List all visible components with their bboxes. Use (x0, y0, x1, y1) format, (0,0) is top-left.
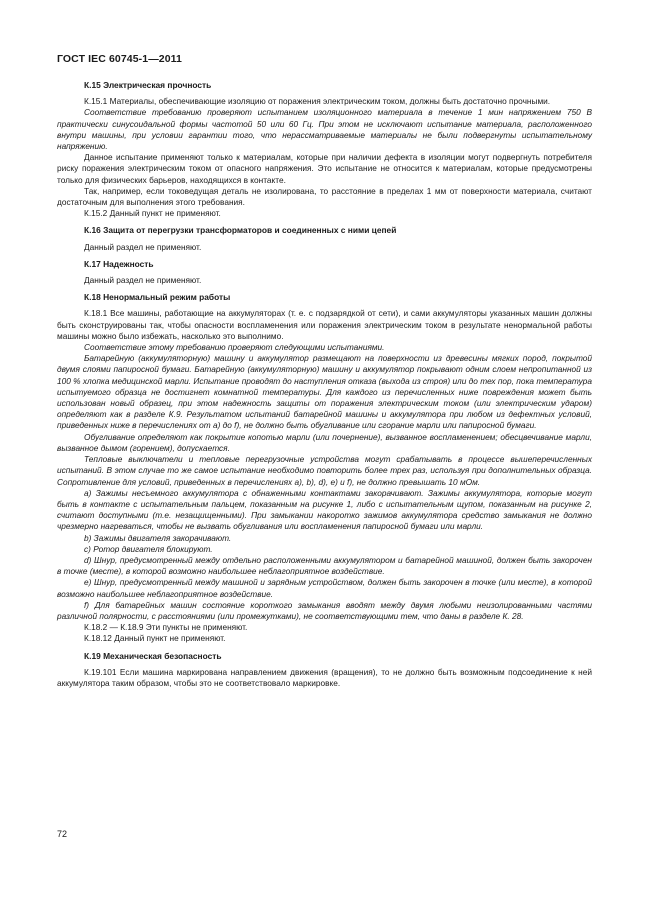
paragraph-italic: Батарейную (аккумуляторную) машину и аккумулятор размещают на поверхности из древесины мягких пород, покрытой двумя слоями папиросной бумаги. Батарейную (аккумуляторную) машину и аккумулятор покрывают одним слоем непропитанной из 100 % хлопка медицинской марли. Испытание проводят до наступления отказа (выхода из строя) или до тех пор, пока температура испытуемого образца не достигнет комнатной температуры. Для каждого из перечисленных ниже повреждения может быть использован новый образец, при этом надежность защиты от поражения электрическим током (или электрическим ударом) определяют как в разделе К.9. Результатом испытаний батарейной машины и аккумулятора при любом из дефектных условий, приведенных ниже в перечислениях от а) до f), не должно быть обугливание или сгорание марли или папиросной бумаги. (57, 353, 592, 431)
list-item-c: c) Ротор двигателя блокируют. (84, 543, 213, 554)
section-title-k16: К.16 Защита от перегрузки трансформаторов и соединенных с ними цепей (84, 225, 397, 236)
document-header: ГОСТ IEC 60745-1—2011 (57, 53, 182, 65)
paragraph: Данное испытание применяют только к материалам, которые при наличии дефекта в изоляции могут подвергнуть потребителя риску поражения электрическим током от опасного напряжения. Это испытание не относится к материалам, которые предусмотрены только для физических барьеров, находящихся в контакте. (57, 152, 592, 185)
paragraph-italic: Соответствие этому требованию проверяют следующими испытаниями. (84, 342, 385, 353)
paragraph-italic: Тепловые выключатели и тепловые перегрузочные устройства могут срабатывать в процессе вышеперечисленных испытаний. В этом случае то же самое испытание необходимо повторить более трех раз, используя при дополнительных образца. Сопротивление для условий, приведенных в перечислениях а), b), d), е) и f), не должно превышать 10 мОм. (57, 454, 592, 487)
section-title-k15: К.15 Электрическая прочность (84, 80, 212, 90)
paragraph: Так, например, если токоведущая деталь не изолирована, то расстояние в пределах 1 мм от поверхности материала, считают достаточным для выполнения этого требования. (57, 185, 592, 208)
paragraph: К.15.1 Материалы, обеспечивающие изоляцию от поражения электрическим током, должны быть достаточно прочными. (84, 96, 551, 107)
paragraph-italic: Соответствие требованию проверяют испытанием изоляционного материала в течение 1 мин напряжением 750 В практически синусоидальной формы частотой 50 или 60 Гц. При этом не исключают испытание материала, расположенного внутри машины, при условии гарантии того, что нерассматриваемые материалы не были подвергнуты испытательному напряжению. (57, 107, 592, 152)
paragraph: Данный раздел не применяют. (84, 241, 202, 252)
list-item-e: е) Шнур, предусмотренный между машиной и зарядным устройством, должен быть закорочен в точке (или месте), в которой возможно наибольшее неблагоприятное воздействие. (57, 577, 592, 599)
document-body (57, 80, 592, 689)
page-number: 72 (57, 829, 68, 839)
paragraph: К.19.101 Если машина маркирована направлением движения (вращения), то не должно быть возможным подсоединение к ней аккумулятора таким образом, чтобы это не соответствовало маркировке. (57, 666, 592, 688)
paragraph: Данный раздел не применяют. (84, 275, 202, 286)
list-item-a: а) Зажимы несъемного аккумулятора с обнаженными контактами закорачивают. Зажимы аккумулятора, которые могут быть в контакте с испытательным пальцем, показанным на рисунке 1, либо с испытательным щупом, показанным на рисунке 2, считают доступными (т.е. незащищенными). При замыкании накоротко зажимов аккумулятора средство замыкания не должно чрезмерно нагреваться, чтобы не вызвать обугливания или воспламенения папиросной бумаги или марли. (57, 487, 592, 532)
paragraph-italic: Обугливание определяют как покрытие копотью марли (или почернение), вызванное воспламенением; обесцвечивание марли, вызванное дымом (горением), допускается. (57, 431, 592, 453)
section-title-k18: К.18 Ненормальный режим работы (84, 292, 231, 303)
paragraph: К.15.2 Данный пункт не применяют. (84, 208, 221, 219)
list-item-f: f) Для батарейных машин состояние короткого замыкания вводят между двумя любыми неизолированными частями различной полярности, с расстояниями (или промежутками), не соответствующими тем, что даны в разделе К. 28. (57, 599, 592, 621)
list-item-d: d) Шнур, предусмотренный между отдельно расположенными аккумулятором и батарейной машиной, должен быть закорочен в точке (месте), в которой возможно наибольшее неблагоприятное воздействие. (57, 554, 592, 577)
paragraph: К.18.12 Данный пункт не применяют. (84, 633, 226, 644)
list-item-b: b) Зажимы двигателя закорачивают. (84, 532, 232, 543)
paragraph: К.18.2 — К.18.9 Эти пункты не применяют. (84, 622, 248, 633)
section-title-k17: К.17 Надежность (84, 258, 154, 269)
paragraph: К.18.1 Все машины, работающие на аккумуляторах (т. е. с подзарядкой от сети), и сами аккумуляторы указанных машин должны быть сконструированы так, чтобы опасности воспламенения или поражения электрическим током в результате ненормальной работы машины можно было избежать, насколько это выполнимо. (57, 308, 592, 341)
section-title-k19: К.19 Механическая безопасность (84, 650, 222, 661)
